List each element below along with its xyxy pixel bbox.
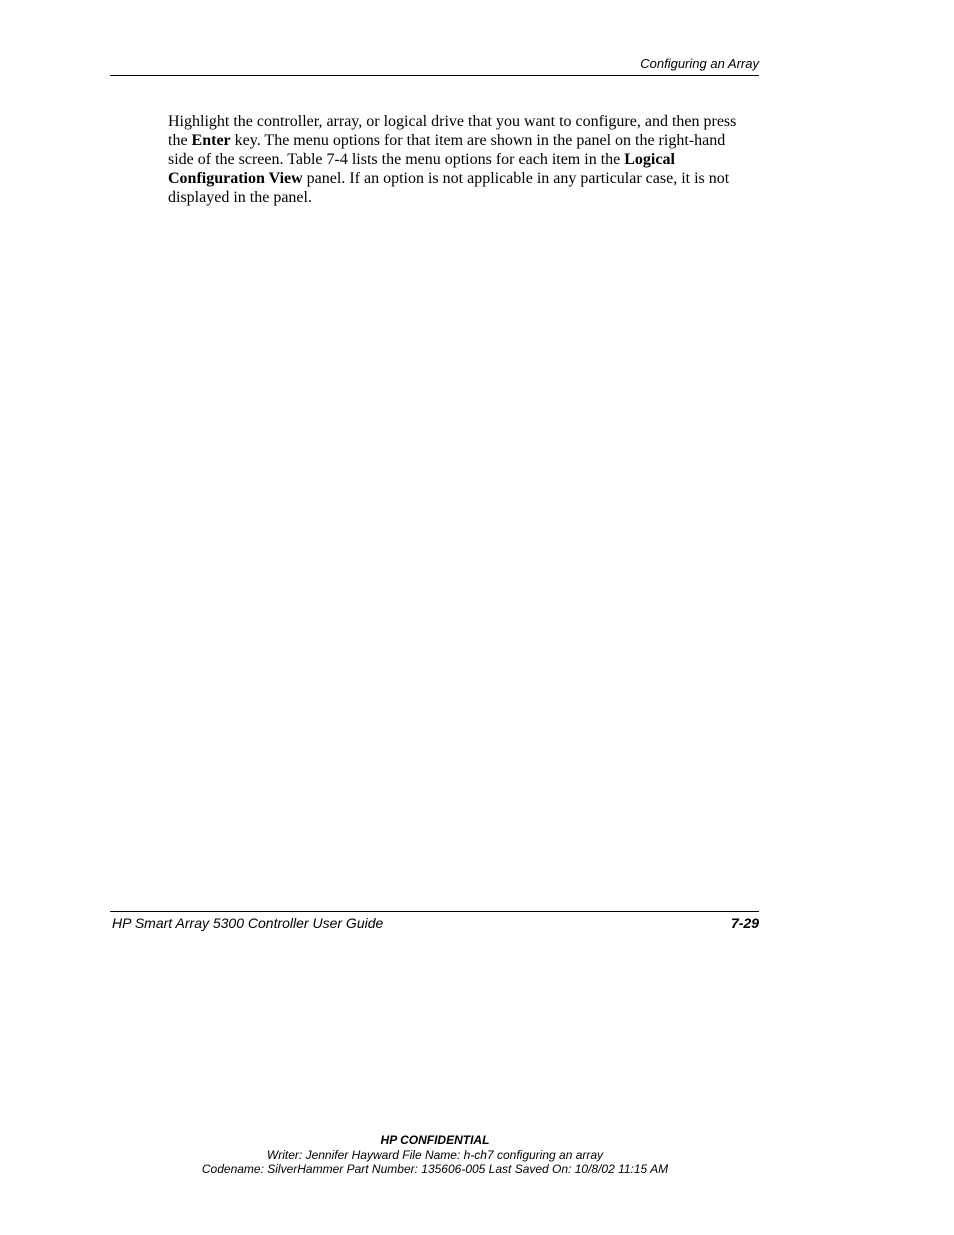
confidential-label: HP CONFIDENTIAL [380, 1133, 490, 1147]
page-footer [110, 911, 759, 936]
body-text-segment: panel. If an option is not applicable in any particular case, it is not displayed in the panel. [168, 170, 730, 206]
page-header [110, 55, 759, 76]
running-header-title: Configuring an Array [640, 56, 759, 71]
body-paragraph [168, 112, 748, 207]
confidential-block [0, 1133, 870, 1177]
confidential-codename-line: Codename: SilverHammer Part Number: 135606-005 Last Saved On: 10/8/02 11:15 AM [201, 1162, 669, 1176]
body-text-segment: Highlight the controller, array, or logical drive that you want to configure, and then press the [168, 113, 737, 149]
logical-configuration-view-term: Logical Configuration View [168, 151, 675, 187]
footer-guide-title: HP Smart Array 5300 Controller User Guide [112, 915, 384, 931]
body-text-segment: key. The menu options for that item are shown in the panel on the right-hand side of the screen. Table 7-4 lists the menu options for each item in the [168, 132, 726, 168]
footer-page-number: 7-29 [730, 915, 759, 931]
confidential-writer-line: Writer: Jennifer Hayward File Name: h-ch7 configuring an array [266, 1147, 604, 1162]
enter-key-term: Enter [191, 132, 231, 149]
